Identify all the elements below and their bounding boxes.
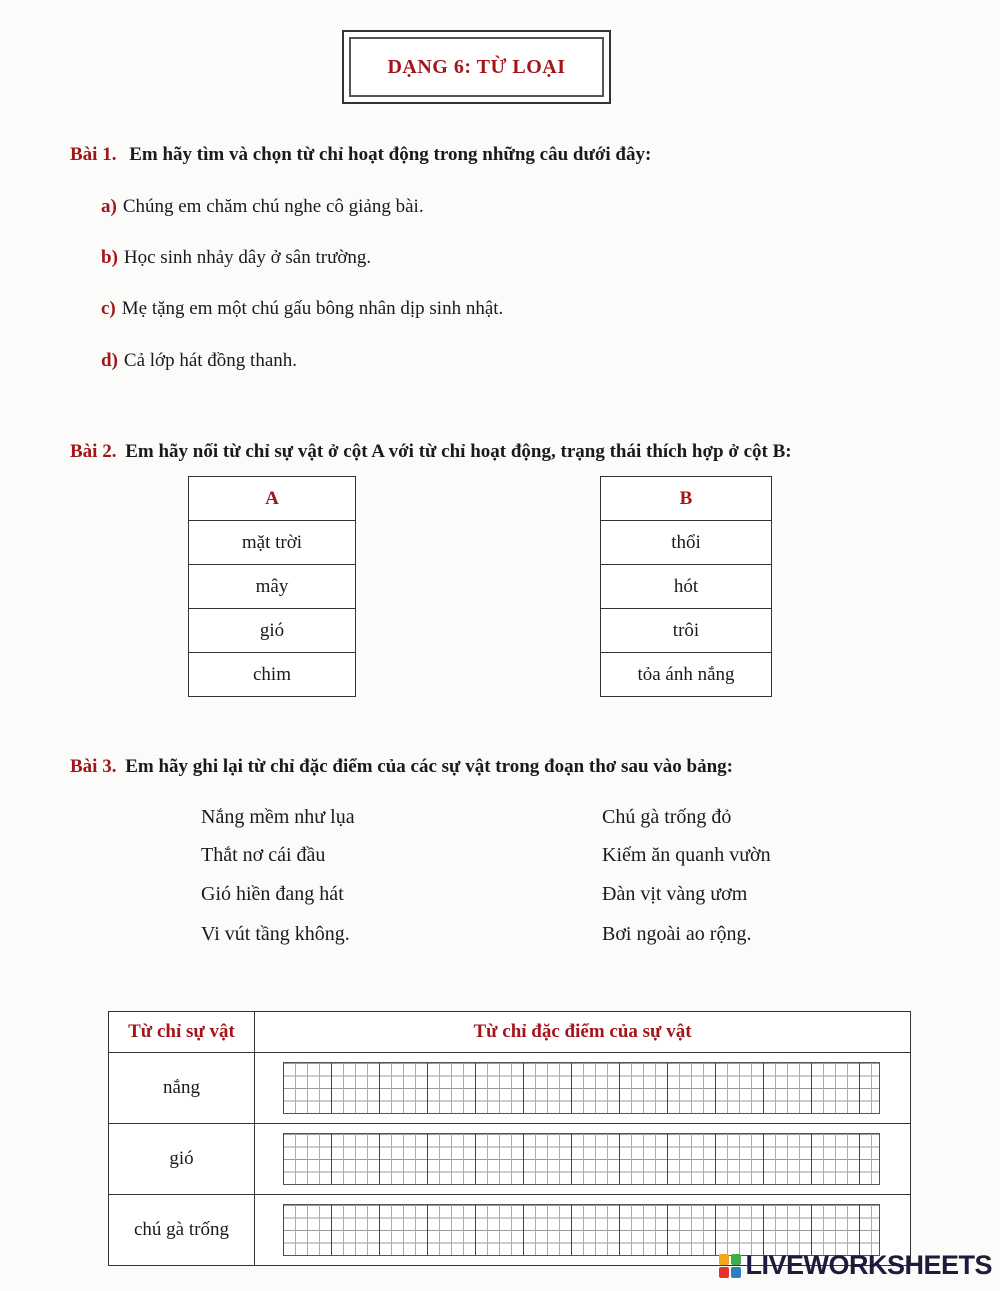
header-things: Từ chỉ sự vật [109, 1012, 255, 1053]
item-label: d) [101, 350, 118, 371]
column-a-item[interactable]: mây [189, 565, 356, 609]
writing-lines[interactable] [283, 1204, 880, 1256]
item-text: Học sinh nhảy dây ở sân trường. [123, 247, 372, 268]
bai2-heading [70, 441, 792, 463]
bai1-label: Bài 1. [70, 144, 117, 165]
row-label: chú gà trống [109, 1195, 255, 1266]
writing-lines[interactable] [283, 1133, 880, 1185]
bai1-item-d [101, 350, 297, 372]
column-b-table [600, 476, 772, 697]
bai1-heading [70, 144, 651, 166]
poem-line: Kiếm ăn quanh vườn [602, 844, 771, 866]
item-text: Chúng em chăm chú nghe cô giảng bài. [122, 196, 424, 217]
bai1-prompt: Em hãy tìm và chọn từ chỉ hoạt động trong những câu dưới đây: [129, 144, 652, 165]
bai1-item-a [101, 196, 424, 218]
column-a-table [188, 476, 356, 697]
poem-line: Thắt nơ cái đầu [201, 844, 326, 866]
bai3-prompt: Em hãy ghi lại từ chỉ đặc điểm của các sự vật trong đoạn thơ sau vào bảng: [125, 756, 733, 777]
column-a-header: A [189, 477, 356, 521]
column-a-item[interactable]: chim [189, 653, 356, 697]
poem-line: Chú gà trống đỏ [602, 806, 732, 828]
watermark-text: LIVEWORKSHEETS [745, 1250, 992, 1280]
bai1-item-b [101, 247, 371, 269]
bai2-prompt: Em hãy nối từ chỉ sự vật ở cột A với từ chỉ hoạt động, trạng thái thích hợp ở cột B: [125, 441, 792, 462]
item-text: Mẹ tặng em một chú gấu bông nhân dịp sinh nhật. [121, 298, 504, 319]
answer-cell[interactable] [255, 1124, 911, 1195]
row-label: gió [109, 1124, 255, 1195]
column-b-item[interactable]: trôi [601, 609, 772, 653]
column-a-item[interactable]: mặt trời [189, 521, 356, 565]
bai3-heading [70, 756, 733, 778]
bai2-label: Bài 2. [70, 441, 117, 462]
writing-lines[interactable] [283, 1062, 880, 1114]
column-b-item[interactable]: tỏa ánh nắng [601, 653, 772, 697]
poem-line: Đàn vịt vàng ươm [602, 883, 748, 905]
characteristics-table [108, 1011, 911, 1266]
bai1-item-c [101, 298, 503, 320]
bai3-label: Bài 3. [70, 756, 117, 777]
liveworksheets-logo [719, 1250, 992, 1281]
column-b-item[interactable]: thổi [601, 521, 772, 565]
liveworksheets-logo-icon [719, 1254, 741, 1278]
page-title: DẠNG 6: TỪ LOẠI [387, 55, 566, 78]
item-label: b) [101, 247, 118, 268]
title-box [342, 30, 611, 104]
column-a-item[interactable]: gió [189, 609, 356, 653]
column-b-item[interactable]: hót [601, 565, 772, 609]
answer-cell[interactable] [255, 1053, 911, 1124]
header-characteristics: Từ chỉ đặc điểm của sự vật [255, 1012, 911, 1053]
column-b-header: B [601, 477, 772, 521]
row-label: nắng [109, 1053, 255, 1124]
poem-line: Nắng mềm như lụa [201, 806, 355, 828]
poem-line: Gió hiền đang hát [201, 883, 344, 905]
poem-line: Bơi ngoài ao rộng. [602, 923, 752, 945]
item-label: a) [101, 196, 117, 217]
item-text: Cả lớp hát đồng thanh. [123, 350, 298, 371]
item-label: c) [101, 298, 116, 319]
poem-line: Vi vút tầng không. [201, 923, 350, 945]
